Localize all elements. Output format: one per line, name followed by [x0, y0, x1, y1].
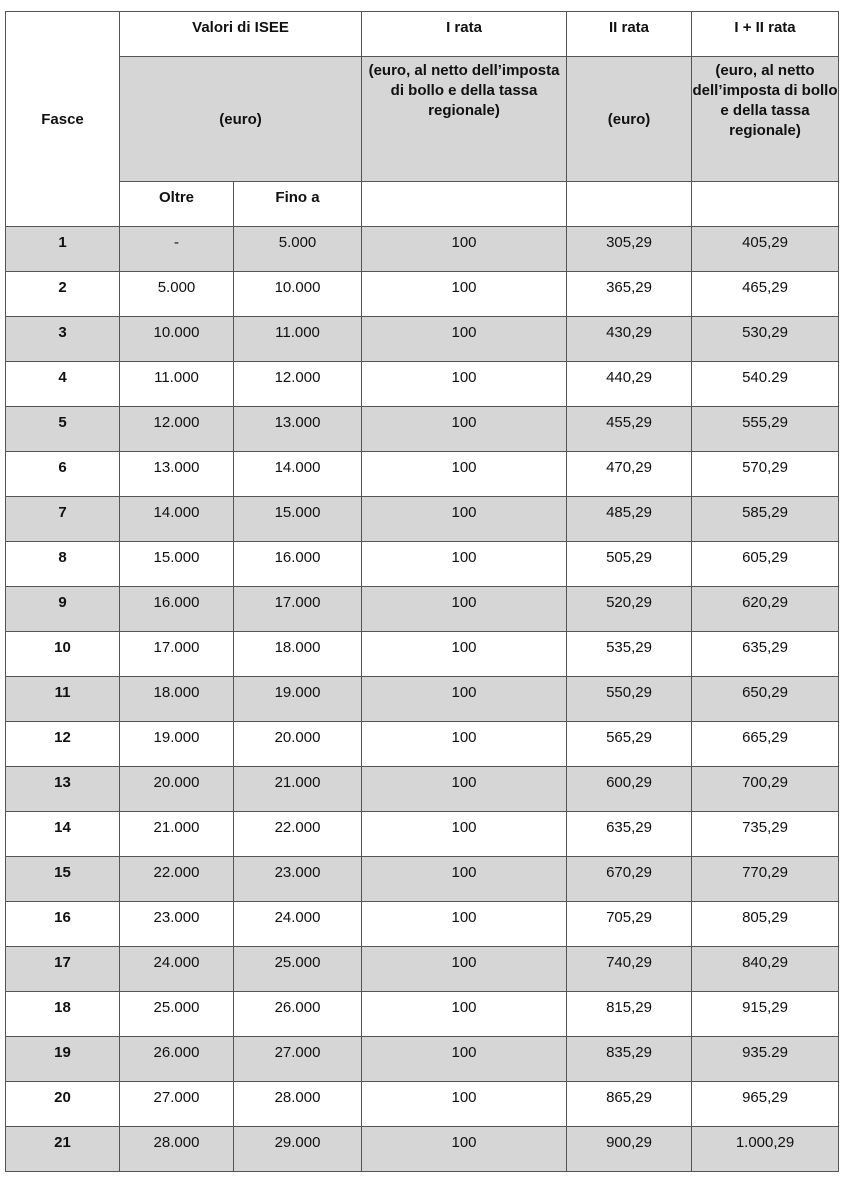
table-row: [6, 362, 839, 407]
table-row: [6, 677, 839, 722]
total-cell: 665,29: [692, 722, 839, 767]
total-header: I + II rata: [692, 12, 839, 57]
fascia-cell: 8: [6, 542, 120, 587]
ii-rata-cell: 815,29: [567, 992, 692, 1037]
oltre-cell: 16.000: [120, 587, 234, 632]
ii-rata-header: II rata: [567, 12, 692, 57]
ii-rata-unit: (euro): [567, 57, 692, 182]
oltre-cell: 22.000: [120, 857, 234, 902]
fascia-cell: 15: [6, 857, 120, 902]
table-row: [6, 947, 839, 992]
fino-cell: 5.000: [234, 227, 362, 272]
fino-cell: 19.000: [234, 677, 362, 722]
empty-cell: [362, 182, 567, 227]
fasce-header: Fasce: [6, 12, 120, 227]
fino-a-header: Fino a: [234, 182, 362, 227]
fino-cell: 25.000: [234, 947, 362, 992]
i-rata-cell: 100: [362, 947, 567, 992]
fino-cell: 28.000: [234, 1082, 362, 1127]
oltre-cell: 10.000: [120, 317, 234, 362]
ii-rata-cell: 670,29: [567, 857, 692, 902]
fascia-cell: 20: [6, 1082, 120, 1127]
ii-rata-cell: 740,29: [567, 947, 692, 992]
fascia-cell: 7: [6, 497, 120, 542]
fascia-cell: 14: [6, 812, 120, 857]
total-cell: 915,29: [692, 992, 839, 1037]
fascia-cell: 13: [6, 767, 120, 812]
fascia-cell: 11: [6, 677, 120, 722]
table-row: [6, 452, 839, 497]
table-row: [6, 1082, 839, 1127]
i-rata-cell: 100: [362, 452, 567, 497]
oltre-cell: 25.000: [120, 992, 234, 1037]
i-rata-note: (euro, al netto dell’imposta di bollo e della tassa regionale): [362, 57, 567, 182]
table-row: [6, 767, 839, 812]
table-row: [6, 722, 839, 767]
fino-cell: 22.000: [234, 812, 362, 857]
oltre-cell: 26.000: [120, 1037, 234, 1082]
table-row: [6, 317, 839, 362]
fino-cell: 17.000: [234, 587, 362, 632]
table-row: [6, 812, 839, 857]
total-cell: 840,29: [692, 947, 839, 992]
fino-cell: 15.000: [234, 497, 362, 542]
ii-rata-cell: 835,29: [567, 1037, 692, 1082]
total-note: (euro, al netto dell’imposta di bollo e della tassa regionale): [692, 57, 839, 182]
ii-rata-cell: 705,29: [567, 902, 692, 947]
total-cell: 585,29: [692, 497, 839, 542]
i-rata-cell: 100: [362, 317, 567, 362]
fascia-cell: 16: [6, 902, 120, 947]
total-cell: 620,29: [692, 587, 839, 632]
ii-rata-cell: 520,29: [567, 587, 692, 632]
fino-cell: 11.000: [234, 317, 362, 362]
i-rata-cell: 100: [362, 1037, 567, 1082]
oltre-header: Oltre: [120, 182, 234, 227]
fascia-cell: 17: [6, 947, 120, 992]
total-cell: 605,29: [692, 542, 839, 587]
fascia-cell: 3: [6, 317, 120, 362]
isee-unit-header: (euro): [120, 57, 362, 182]
total-cell: 770,29: [692, 857, 839, 902]
total-cell: 570,29: [692, 452, 839, 497]
fino-cell: 20.000: [234, 722, 362, 767]
i-rata-cell: 100: [362, 1082, 567, 1127]
fascia-cell: 21: [6, 1127, 120, 1172]
i-rata-cell: 100: [362, 857, 567, 902]
ii-rata-cell: 600,29: [567, 767, 692, 812]
fascia-cell: 5: [6, 407, 120, 452]
ii-rata-cell: 535,29: [567, 632, 692, 677]
fino-cell: 21.000: [234, 767, 362, 812]
oltre-cell: 17.000: [120, 632, 234, 677]
i-rata-cell: 100: [362, 632, 567, 677]
ii-rata-cell: 365,29: [567, 272, 692, 317]
oltre-cell: 18.000: [120, 677, 234, 722]
fee-table: [5, 11, 839, 1172]
i-rata-cell: 100: [362, 497, 567, 542]
fascia-cell: 2: [6, 272, 120, 317]
table-row: [6, 902, 839, 947]
total-cell: 465,29: [692, 272, 839, 317]
total-cell: 650,29: [692, 677, 839, 722]
oltre-cell: -: [120, 227, 234, 272]
fascia-cell: 1: [6, 227, 120, 272]
total-cell: 735,29: [692, 812, 839, 857]
table-row: [6, 407, 839, 452]
fino-cell: 16.000: [234, 542, 362, 587]
oltre-cell: 19.000: [120, 722, 234, 767]
oltre-cell: 28.000: [120, 1127, 234, 1172]
table-row: [6, 992, 839, 1037]
oltre-cell: 21.000: [120, 812, 234, 857]
i-rata-cell: 100: [362, 272, 567, 317]
fino-cell: 27.000: [234, 1037, 362, 1082]
total-cell: 540.29: [692, 362, 839, 407]
oltre-cell: 12.000: [120, 407, 234, 452]
fascia-cell: 19: [6, 1037, 120, 1082]
total-cell: 935.29: [692, 1037, 839, 1082]
fascia-cell: 6: [6, 452, 120, 497]
fino-cell: 29.000: [234, 1127, 362, 1172]
fascia-cell: 18: [6, 992, 120, 1037]
oltre-cell: 20.000: [120, 767, 234, 812]
table-row: [6, 857, 839, 902]
table-row: [6, 497, 839, 542]
i-rata-cell: 100: [362, 902, 567, 947]
fino-cell: 24.000: [234, 902, 362, 947]
i-rata-header: I rata: [362, 12, 567, 57]
ii-rata-cell: 865,29: [567, 1082, 692, 1127]
fascia-cell: 9: [6, 587, 120, 632]
fino-cell: 10.000: [234, 272, 362, 317]
ii-rata-cell: 455,29: [567, 407, 692, 452]
fascia-cell: 10: [6, 632, 120, 677]
ii-rata-cell: 470,29: [567, 452, 692, 497]
fino-cell: 14.000: [234, 452, 362, 497]
oltre-cell: 23.000: [120, 902, 234, 947]
isee-header: Valori di ISEE: [120, 12, 362, 57]
i-rata-cell: 100: [362, 542, 567, 587]
i-rata-cell: 100: [362, 407, 567, 452]
oltre-cell: 11.000: [120, 362, 234, 407]
ii-rata-cell: 305,29: [567, 227, 692, 272]
i-rata-cell: 100: [362, 992, 567, 1037]
fino-cell: 12.000: [234, 362, 362, 407]
fascia-cell: 4: [6, 362, 120, 407]
table-row: [6, 227, 839, 272]
i-rata-cell: 100: [362, 812, 567, 857]
ii-rata-cell: 565,29: [567, 722, 692, 767]
total-cell: 530,29: [692, 317, 839, 362]
table-row: [6, 1037, 839, 1082]
i-rata-cell: 100: [362, 767, 567, 812]
ii-rata-cell: 430,29: [567, 317, 692, 362]
table-row: [6, 272, 839, 317]
oltre-cell: 14.000: [120, 497, 234, 542]
i-rata-cell: 100: [362, 677, 567, 722]
total-cell: 635,29: [692, 632, 839, 677]
empty-cell: [567, 182, 692, 227]
fascia-cell: 12: [6, 722, 120, 767]
oltre-cell: 24.000: [120, 947, 234, 992]
ii-rata-cell: 505,29: [567, 542, 692, 587]
total-cell: 1.000,29: [692, 1127, 839, 1172]
oltre-cell: 15.000: [120, 542, 234, 587]
ii-rata-cell: 440,29: [567, 362, 692, 407]
table-row: [6, 1127, 839, 1172]
table-row: [6, 632, 839, 677]
ii-rata-cell: 485,29: [567, 497, 692, 542]
total-cell: 405,29: [692, 227, 839, 272]
oltre-cell: 27.000: [120, 1082, 234, 1127]
total-cell: 965,29: [692, 1082, 839, 1127]
table-row: [6, 542, 839, 587]
total-cell: 805,29: [692, 902, 839, 947]
fino-cell: 26.000: [234, 992, 362, 1037]
ii-rata-cell: 635,29: [567, 812, 692, 857]
i-rata-cell: 100: [362, 227, 567, 272]
total-cell: 700,29: [692, 767, 839, 812]
oltre-cell: 5.000: [120, 272, 234, 317]
empty-cell: [692, 182, 839, 227]
table-row: [6, 587, 839, 632]
i-rata-cell: 100: [362, 587, 567, 632]
i-rata-cell: 100: [362, 1127, 567, 1172]
i-rata-cell: 100: [362, 362, 567, 407]
oltre-cell: 13.000: [120, 452, 234, 497]
fino-cell: 13.000: [234, 407, 362, 452]
fino-cell: 23.000: [234, 857, 362, 902]
i-rata-cell: 100: [362, 722, 567, 767]
ii-rata-cell: 900,29: [567, 1127, 692, 1172]
total-cell: 555,29: [692, 407, 839, 452]
fino-cell: 18.000: [234, 632, 362, 677]
ii-rata-cell: 550,29: [567, 677, 692, 722]
